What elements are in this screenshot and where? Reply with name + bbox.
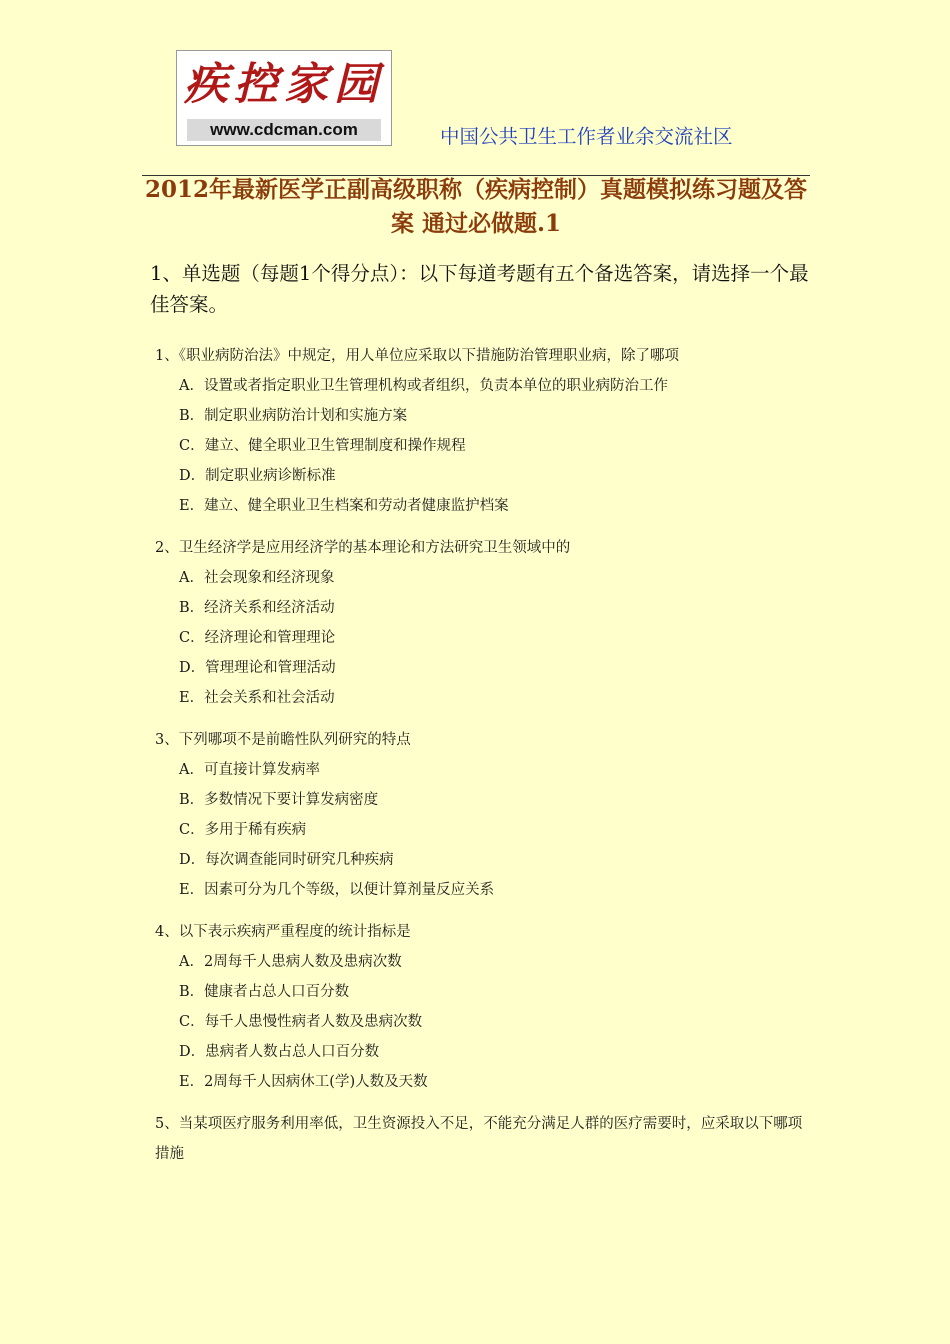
question-stem: 5、当某项医疗服务利用率低，卫生资源投入不足，不能充分满足人群的医疗需要时，应采取以下哪项措施 bbox=[155, 1116, 803, 1162]
answer-option: E．因素可分为几个等级，以便计算剂量反应关系 bbox=[179, 882, 495, 898]
answer-option: E．2周每千人因病休工(学)人数及天数 bbox=[179, 1074, 428, 1090]
question-list bbox=[155, 341, 815, 1181]
answer-option: C．每千人患慢性病者人数及患病次数 bbox=[179, 1014, 423, 1030]
answer-option: D．每次调查能同时研究几种疾病 bbox=[179, 852, 394, 868]
question-item bbox=[155, 917, 815, 1097]
answer-option: C．建立、健全职业卫生管理制度和操作规程 bbox=[179, 438, 466, 454]
question-item bbox=[155, 1109, 815, 1169]
answer-option: B．经济关系和经济活动 bbox=[179, 600, 335, 616]
answer-option: A．设置或者指定职业卫生管理机构或者组织，负责本单位的职业病防治工作 bbox=[179, 378, 668, 394]
question-stem: 4、以下表示疾病严重程度的统计指标是 bbox=[155, 924, 411, 940]
question-item bbox=[155, 725, 815, 905]
question-item bbox=[155, 533, 815, 713]
question-item bbox=[155, 341, 815, 521]
answer-option: C．多用于稀有疾病 bbox=[179, 822, 307, 838]
logo-url: www.cdcman.com bbox=[187, 119, 381, 141]
answer-option: B．制定职业病防治计划和实施方案 bbox=[179, 408, 408, 424]
page-title: 2012年最新医学正副高级职称（疾病控制）真题模拟练习题及答案 通过必做题.1 bbox=[144, 176, 807, 237]
answer-option: A．社会现象和经济现象 bbox=[179, 570, 335, 586]
site-tagline: 中国公共卫生工作者业余交流社区 bbox=[440, 125, 733, 148]
logo-text: 疾控家园 bbox=[184, 59, 384, 110]
answer-option: D．患病者人数占总人口百分数 bbox=[179, 1044, 380, 1060]
answer-option: E．建立、健全职业卫生档案和劳动者健康监护档案 bbox=[179, 498, 509, 514]
answer-option: D．管理理论和管理活动 bbox=[179, 660, 336, 676]
answer-option: B．健康者占总人口百分数 bbox=[179, 984, 350, 1000]
question-stem: 3、下列哪项不是前瞻性队列研究的特点 bbox=[155, 732, 411, 748]
question-stem: 2、卫生经济学是应用经济学的基本理论和方法研究卫生领域中的 bbox=[155, 540, 571, 556]
answer-option: D．制定职业病诊断标准 bbox=[179, 468, 336, 484]
answer-option: A．可直接计算发病率 bbox=[179, 762, 320, 778]
answer-option: A．2周每千人患病人数及患病次数 bbox=[179, 954, 402, 970]
answer-option: E．社会关系和社会活动 bbox=[179, 690, 335, 706]
answer-option: C．经济理论和管理理论 bbox=[179, 630, 336, 646]
answer-option: B．多数情况下要计算发病密度 bbox=[179, 792, 379, 808]
section-intro: 1、单选题（每题1个得分点）：以下每道考题有五个备选答案，请选择一个最佳答案。 bbox=[150, 262, 809, 316]
question-stem: 1、《职业病防治法》中规定，用人单位应采取以下措施防治管理职业病，除了哪项 bbox=[155, 348, 679, 364]
site-logo bbox=[176, 50, 392, 146]
